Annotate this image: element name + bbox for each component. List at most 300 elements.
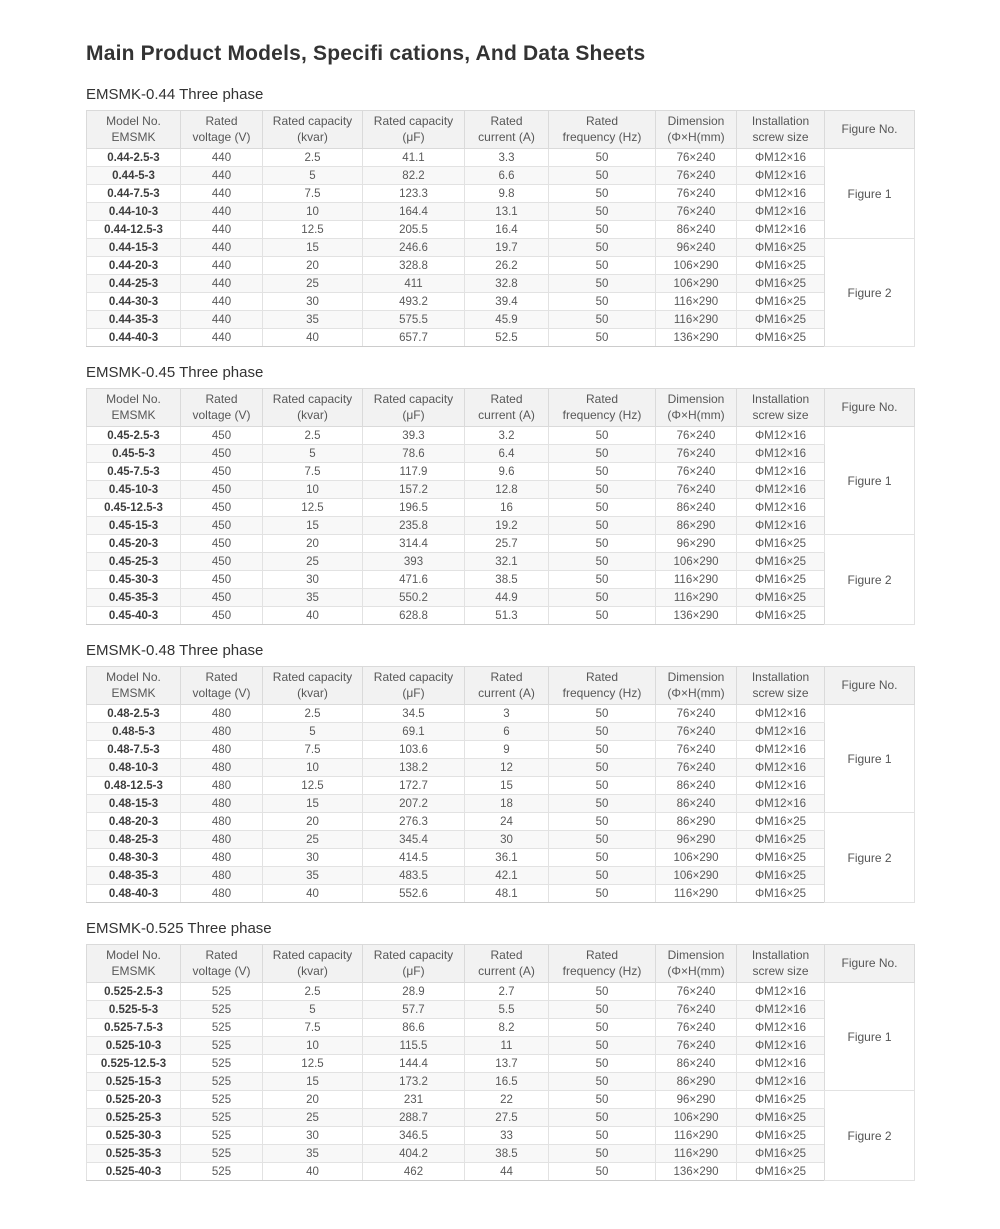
spec-cell: 50 xyxy=(549,535,656,553)
spec-cell: 3.3 xyxy=(465,149,549,167)
spec-cell: 76×240 xyxy=(656,1001,737,1019)
spec-cell: 172.7 xyxy=(363,777,465,795)
spec-cell: 50 xyxy=(549,427,656,445)
spec-cell: 78.6 xyxy=(363,445,465,463)
spec-cell: ΦM12×16 xyxy=(737,1019,825,1037)
spec-cell: 15 xyxy=(465,777,549,795)
spec-cell: 76×240 xyxy=(656,149,737,167)
spec-cell: 40 xyxy=(263,1163,363,1181)
spec-cell: 525 xyxy=(181,1001,263,1019)
spec-cell: 12.5 xyxy=(263,499,363,517)
spec-cell: 50 xyxy=(549,983,656,1001)
spec-cell: 106×290 xyxy=(656,867,737,885)
column-header: Installation screw size xyxy=(737,667,825,705)
spec-cell: 2.5 xyxy=(263,983,363,1001)
section-emsmk-0525 xyxy=(86,920,914,1181)
spec-cell: 30 xyxy=(465,831,549,849)
table-row xyxy=(87,257,915,275)
spec-cell: 86×290 xyxy=(656,813,737,831)
table-row xyxy=(87,427,915,445)
spec-cell: 450 xyxy=(181,499,263,517)
spec-cell: 9.6 xyxy=(465,463,549,481)
spec-cell: 450 xyxy=(181,517,263,535)
spec-cell: 30 xyxy=(263,1127,363,1145)
spec-cell: 196.5 xyxy=(363,499,465,517)
spec-cell: 50 xyxy=(549,481,656,499)
spec-cell: 3.2 xyxy=(465,427,549,445)
spec-cell: ΦM16×25 xyxy=(737,1163,825,1181)
spec-cell: 173.2 xyxy=(363,1073,465,1091)
model-cell: 0.48-30-3 xyxy=(87,849,181,867)
figure-cell: Figure 2 xyxy=(825,239,915,347)
model-cell: 0.44-5-3 xyxy=(87,167,181,185)
spec-cell: 50 xyxy=(549,553,656,571)
page-title: Main Product Models, Specifi cations, And Data Sheets xyxy=(86,42,646,65)
table-row xyxy=(87,499,915,517)
model-cell: 0.45-15-3 xyxy=(87,517,181,535)
spec-cell: 86×240 xyxy=(656,221,737,239)
spec-cell: 450 xyxy=(181,571,263,589)
table-row xyxy=(87,535,915,553)
table-row xyxy=(87,1127,915,1145)
table-row xyxy=(87,293,915,311)
table-row xyxy=(87,777,915,795)
spec-cell: 136×290 xyxy=(656,1163,737,1181)
spec-cell: 10 xyxy=(263,1037,363,1055)
table-row xyxy=(87,517,915,535)
spec-cell: ΦM16×25 xyxy=(737,589,825,607)
spec-cell: ΦM16×25 xyxy=(737,1109,825,1127)
spec-cell: 50 xyxy=(549,1001,656,1019)
spec-cell: 44.9 xyxy=(465,589,549,607)
spec-cell: 48.1 xyxy=(465,885,549,903)
column-header: Rated capacity (μF) xyxy=(363,389,465,427)
spec-cell: 50 xyxy=(549,723,656,741)
spec-cell: 276.3 xyxy=(363,813,465,831)
spec-cell: 50 xyxy=(549,849,656,867)
spec-cell: 657.7 xyxy=(363,329,465,347)
spec-cell: 86×240 xyxy=(656,1055,737,1073)
spec-cell: ΦM12×16 xyxy=(737,1037,825,1055)
spec-cell: 44 xyxy=(465,1163,549,1181)
spec-cell: 16.4 xyxy=(465,221,549,239)
spec-cell: 50 xyxy=(549,1019,656,1037)
spec-cell: 15 xyxy=(263,795,363,813)
table-row xyxy=(87,329,915,347)
spec-cell: 41.1 xyxy=(363,149,465,167)
spec-cell: 50 xyxy=(549,239,656,257)
spec-cell: 2.5 xyxy=(263,705,363,723)
spec-cell: ΦM12×16 xyxy=(737,1001,825,1019)
spec-cell: 12.5 xyxy=(263,221,363,239)
spec-cell: 2.7 xyxy=(465,983,549,1001)
spec-cell: 288.7 xyxy=(363,1109,465,1127)
column-header: Rated frequency (Hz) xyxy=(549,945,656,983)
spec-cell: 50 xyxy=(549,499,656,517)
spec-cell: ΦM12×16 xyxy=(737,221,825,239)
column-header: Rated current (A) xyxy=(465,389,549,427)
spec-cell: 50 xyxy=(549,705,656,723)
spec-cell: 123.3 xyxy=(363,185,465,203)
model-cell: 0.44-10-3 xyxy=(87,203,181,221)
model-cell: 0.525-25-3 xyxy=(87,1109,181,1127)
spec-cell: 13.1 xyxy=(465,203,549,221)
spec-cell: ΦM16×25 xyxy=(737,849,825,867)
spec-cell: 525 xyxy=(181,1091,263,1109)
spec-cell: ΦM16×25 xyxy=(737,1091,825,1109)
spec-cell: 76×240 xyxy=(656,203,737,221)
table-row xyxy=(87,185,915,203)
column-header: Rated capacity (kvar) xyxy=(263,111,363,149)
table-row xyxy=(87,481,915,499)
model-cell: 0.48-10-3 xyxy=(87,759,181,777)
spec-cell: 50 xyxy=(549,1127,656,1145)
spec-cell: 86×240 xyxy=(656,795,737,813)
spec-cell: 480 xyxy=(181,885,263,903)
section-heading-0525: EMSMK-0.525 Three phase xyxy=(86,920,272,937)
spec-cell: 26.2 xyxy=(465,257,549,275)
spec-cell: 96×240 xyxy=(656,239,737,257)
spec-cell: 116×290 xyxy=(656,293,737,311)
spec-cell: 450 xyxy=(181,607,263,625)
column-header: Rated voltage (V) xyxy=(181,667,263,705)
spec-cell: 5 xyxy=(263,723,363,741)
model-cell: 0.525-40-3 xyxy=(87,1163,181,1181)
table-row xyxy=(87,849,915,867)
spec-cell: 440 xyxy=(181,329,263,347)
spec-cell: 50 xyxy=(549,1073,656,1091)
spec-cell: 19.7 xyxy=(465,239,549,257)
spec-cell: 76×240 xyxy=(656,723,737,741)
spec-cell: 16.5 xyxy=(465,1073,549,1091)
model-cell: 0.44-30-3 xyxy=(87,293,181,311)
spec-cell: 50 xyxy=(549,607,656,625)
spec-cell: 440 xyxy=(181,167,263,185)
model-cell: 0.44-40-3 xyxy=(87,329,181,347)
spec-cell: 25 xyxy=(263,1109,363,1127)
spec-cell: 50 xyxy=(549,1091,656,1109)
spec-cell: 82.2 xyxy=(363,167,465,185)
spec-cell: 50 xyxy=(549,759,656,777)
model-cell: 0.44-15-3 xyxy=(87,239,181,257)
spec-cell: 25.7 xyxy=(465,535,549,553)
spec-cell: 76×240 xyxy=(656,481,737,499)
spec-cell: ΦM16×25 xyxy=(737,293,825,311)
spec-cell: 235.8 xyxy=(363,517,465,535)
spec-cell: 393 xyxy=(363,553,465,571)
column-header: Model No. EMSMK xyxy=(87,667,181,705)
spec-cell: 35 xyxy=(263,311,363,329)
spec-cell: ΦM12×16 xyxy=(737,795,825,813)
column-header: Installation screw size xyxy=(737,111,825,149)
figure-cell: Figure 1 xyxy=(825,705,915,813)
spec-cell: 20 xyxy=(263,535,363,553)
spec-cell: 450 xyxy=(181,535,263,553)
model-cell: 0.44-12.5-3 xyxy=(87,221,181,239)
spec-cell: 7.5 xyxy=(263,1019,363,1037)
spec-cell: 50 xyxy=(549,795,656,813)
model-cell: 0.45-7.5-3 xyxy=(87,463,181,481)
table-row xyxy=(87,463,915,481)
spec-cell: 552.6 xyxy=(363,885,465,903)
spec-cell: 2.5 xyxy=(263,427,363,445)
spec-cell: 7.5 xyxy=(263,741,363,759)
spec-cell: 450 xyxy=(181,445,263,463)
spec-cell: 50 xyxy=(549,741,656,759)
spec-cell: 106×290 xyxy=(656,553,737,571)
spec-cell: ΦM12×16 xyxy=(737,203,825,221)
spec-cell: 27.5 xyxy=(465,1109,549,1127)
spec-cell: 50 xyxy=(549,1037,656,1055)
spec-cell: 480 xyxy=(181,867,263,885)
spec-cell: ΦM16×25 xyxy=(737,867,825,885)
spec-cell: 6.6 xyxy=(465,167,549,185)
column-header: Rated current (A) xyxy=(465,945,549,983)
header-row xyxy=(87,945,915,983)
spec-cell: 25 xyxy=(263,275,363,293)
spec-cell: ΦM16×25 xyxy=(737,831,825,849)
spec-table-0525 xyxy=(86,944,915,1181)
table-row xyxy=(87,203,915,221)
spec-cell: 106×290 xyxy=(656,275,737,293)
table-row xyxy=(87,867,915,885)
model-cell: 0.525-12.5-3 xyxy=(87,1055,181,1073)
model-cell: 0.48-25-3 xyxy=(87,831,181,849)
spec-cell: 50 xyxy=(549,1055,656,1073)
column-header: Installation screw size xyxy=(737,389,825,427)
spec-cell: 9.8 xyxy=(465,185,549,203)
table-row xyxy=(87,239,915,257)
spec-cell: 205.5 xyxy=(363,221,465,239)
spec-cell: 76×240 xyxy=(656,1037,737,1055)
spec-cell: 11 xyxy=(465,1037,549,1055)
table-row xyxy=(87,1109,915,1127)
spec-cell: ΦM12×16 xyxy=(737,777,825,795)
model-cell: 0.45-20-3 xyxy=(87,535,181,553)
spec-cell: 450 xyxy=(181,589,263,607)
model-cell: 0.525-5-3 xyxy=(87,1001,181,1019)
spec-cell: 76×240 xyxy=(656,445,737,463)
model-cell: 0.45-5-3 xyxy=(87,445,181,463)
spec-cell: 106×290 xyxy=(656,257,737,275)
spec-cell: 76×240 xyxy=(656,427,737,445)
spec-cell: 10 xyxy=(263,759,363,777)
spec-cell: 115.5 xyxy=(363,1037,465,1055)
column-header: Installation screw size xyxy=(737,945,825,983)
column-header: Rated frequency (Hz) xyxy=(549,667,656,705)
spec-cell: 411 xyxy=(363,275,465,293)
figure-cell: Figure 2 xyxy=(825,535,915,625)
spec-cell: 50 xyxy=(549,885,656,903)
column-header: Rated capacity (μF) xyxy=(363,111,465,149)
spec-cell: 18 xyxy=(465,795,549,813)
table-row xyxy=(87,813,915,831)
spec-cell: 525 xyxy=(181,1055,263,1073)
spec-cell: 20 xyxy=(263,1091,363,1109)
spec-cell: 30 xyxy=(263,849,363,867)
spec-cell: 32.1 xyxy=(465,553,549,571)
table-row xyxy=(87,445,915,463)
model-cell: 0.525-2.5-3 xyxy=(87,983,181,1001)
spec-cell: ΦM16×25 xyxy=(737,329,825,347)
spec-cell: 106×290 xyxy=(656,1109,737,1127)
model-cell: 0.45-30-3 xyxy=(87,571,181,589)
spec-cell: 116×290 xyxy=(656,1145,737,1163)
spec-cell: 96×290 xyxy=(656,1091,737,1109)
spec-cell: ΦM12×16 xyxy=(737,741,825,759)
spec-cell: 116×290 xyxy=(656,571,737,589)
spec-cell: ΦM12×16 xyxy=(737,705,825,723)
spec-cell: 20 xyxy=(263,813,363,831)
spec-cell: ΦM12×16 xyxy=(737,445,825,463)
spec-cell: 414.5 xyxy=(363,849,465,867)
table-row xyxy=(87,607,915,625)
model-cell: 0.48-5-3 xyxy=(87,723,181,741)
spec-cell: 7.5 xyxy=(263,463,363,481)
spec-cell: 480 xyxy=(181,723,263,741)
spec-cell: 76×240 xyxy=(656,705,737,723)
model-cell: 0.48-20-3 xyxy=(87,813,181,831)
spec-cell: 440 xyxy=(181,221,263,239)
spec-cell: 19.2 xyxy=(465,517,549,535)
table-row xyxy=(87,149,915,167)
spec-cell: 207.2 xyxy=(363,795,465,813)
spec-cell: ΦM16×25 xyxy=(737,607,825,625)
column-header: Rated capacity (μF) xyxy=(363,667,465,705)
spec-cell: 86.6 xyxy=(363,1019,465,1037)
spec-cell: 231 xyxy=(363,1091,465,1109)
spec-cell: ΦM16×25 xyxy=(737,813,825,831)
model-cell: 0.44-2.5-3 xyxy=(87,149,181,167)
header-row xyxy=(87,389,915,427)
spec-cell: 45.9 xyxy=(465,311,549,329)
column-header: Dimension (Φ×H(mm) xyxy=(656,945,737,983)
spec-cell: 450 xyxy=(181,427,263,445)
spec-cell: 39.3 xyxy=(363,427,465,445)
spec-cell: 76×240 xyxy=(656,741,737,759)
spec-cell: 50 xyxy=(549,867,656,885)
spec-cell: 40 xyxy=(263,329,363,347)
spec-cell: 50 xyxy=(549,813,656,831)
spec-cell: 50 xyxy=(549,589,656,607)
spec-cell: ΦM12×16 xyxy=(737,149,825,167)
spec-cell: 480 xyxy=(181,795,263,813)
spec-cell: 144.4 xyxy=(363,1055,465,1073)
column-header: Model No. EMSMK xyxy=(87,111,181,149)
section-emsmk-045 xyxy=(86,364,914,625)
spec-cell: 13.7 xyxy=(465,1055,549,1073)
column-header: Rated frequency (Hz) xyxy=(549,389,656,427)
model-cell: 0.48-35-3 xyxy=(87,867,181,885)
spec-cell: 50 xyxy=(549,203,656,221)
spec-cell: 116×290 xyxy=(656,589,737,607)
spec-cell: 525 xyxy=(181,1145,263,1163)
spec-cell: 50 xyxy=(549,149,656,167)
section-emsmk-044 xyxy=(86,86,914,347)
model-cell: 0.525-20-3 xyxy=(87,1091,181,1109)
spec-cell: 42.1 xyxy=(465,867,549,885)
spec-cell: ΦM16×25 xyxy=(737,239,825,257)
spec-cell: 462 xyxy=(363,1163,465,1181)
spec-cell: 50 xyxy=(549,293,656,311)
table-row xyxy=(87,795,915,813)
spec-cell: 15 xyxy=(263,1073,363,1091)
spec-cell: 450 xyxy=(181,463,263,481)
column-header: Rated capacity (μF) xyxy=(363,945,465,983)
spec-cell: 5 xyxy=(263,167,363,185)
model-cell: 0.44-7.5-3 xyxy=(87,185,181,203)
spec-cell: 345.4 xyxy=(363,831,465,849)
spec-cell: 525 xyxy=(181,1109,263,1127)
spec-cell: ΦM12×16 xyxy=(737,517,825,535)
spec-cell: 5 xyxy=(263,1001,363,1019)
spec-cell: 328.8 xyxy=(363,257,465,275)
table-row xyxy=(87,741,915,759)
table-row xyxy=(87,1037,915,1055)
spec-cell: 450 xyxy=(181,553,263,571)
spec-cell: 483.5 xyxy=(363,867,465,885)
spec-cell: 25 xyxy=(263,553,363,571)
model-cell: 0.525-30-3 xyxy=(87,1127,181,1145)
spec-cell: ΦM12×16 xyxy=(737,427,825,445)
spec-cell: 450 xyxy=(181,481,263,499)
column-header: Model No. EMSMK xyxy=(87,945,181,983)
spec-cell: 15 xyxy=(263,517,363,535)
spec-cell: 16 xyxy=(465,499,549,517)
header-row xyxy=(87,111,915,149)
spec-cell: 30 xyxy=(263,293,363,311)
spec-cell: 346.5 xyxy=(363,1127,465,1145)
model-cell: 0.45-40-3 xyxy=(87,607,181,625)
spec-cell: 10 xyxy=(263,481,363,499)
spec-cell: 471.6 xyxy=(363,571,465,589)
spec-cell: 32.8 xyxy=(465,275,549,293)
column-header: Dimension (Φ×H(mm) xyxy=(656,111,737,149)
spec-cell: 50 xyxy=(549,221,656,239)
table-row xyxy=(87,705,915,723)
spec-cell: 440 xyxy=(181,257,263,275)
spec-cell: 50 xyxy=(549,1163,656,1181)
spec-cell: 10 xyxy=(263,203,363,221)
spec-cell: 550.2 xyxy=(363,589,465,607)
spec-cell: 480 xyxy=(181,849,263,867)
table-row xyxy=(87,1055,915,1073)
spec-cell: 50 xyxy=(549,831,656,849)
spec-cell: 28.9 xyxy=(363,983,465,1001)
model-cell: 0.45-10-3 xyxy=(87,481,181,499)
spec-cell: 480 xyxy=(181,777,263,795)
model-cell: 0.48-7.5-3 xyxy=(87,741,181,759)
spec-cell: 76×240 xyxy=(656,983,737,1001)
column-header: Rated current (A) xyxy=(465,111,549,149)
spec-cell: 34.5 xyxy=(363,705,465,723)
spec-cell: 116×290 xyxy=(656,885,737,903)
spec-cell: 7.5 xyxy=(263,185,363,203)
spec-cell: 138.2 xyxy=(363,759,465,777)
spec-cell: 157.2 xyxy=(363,481,465,499)
spec-cell: 51.3 xyxy=(465,607,549,625)
column-header: Figure No. xyxy=(825,945,915,983)
spec-cell: 12.5 xyxy=(263,777,363,795)
figure-cell: Figure 1 xyxy=(825,149,915,239)
column-header: Rated capacity (kvar) xyxy=(263,945,363,983)
spec-cell: 493.2 xyxy=(363,293,465,311)
table-row xyxy=(87,723,915,741)
spec-cell: 20 xyxy=(263,257,363,275)
spec-cell: 136×290 xyxy=(656,607,737,625)
spec-cell: 480 xyxy=(181,759,263,777)
spec-cell: 50 xyxy=(549,445,656,463)
